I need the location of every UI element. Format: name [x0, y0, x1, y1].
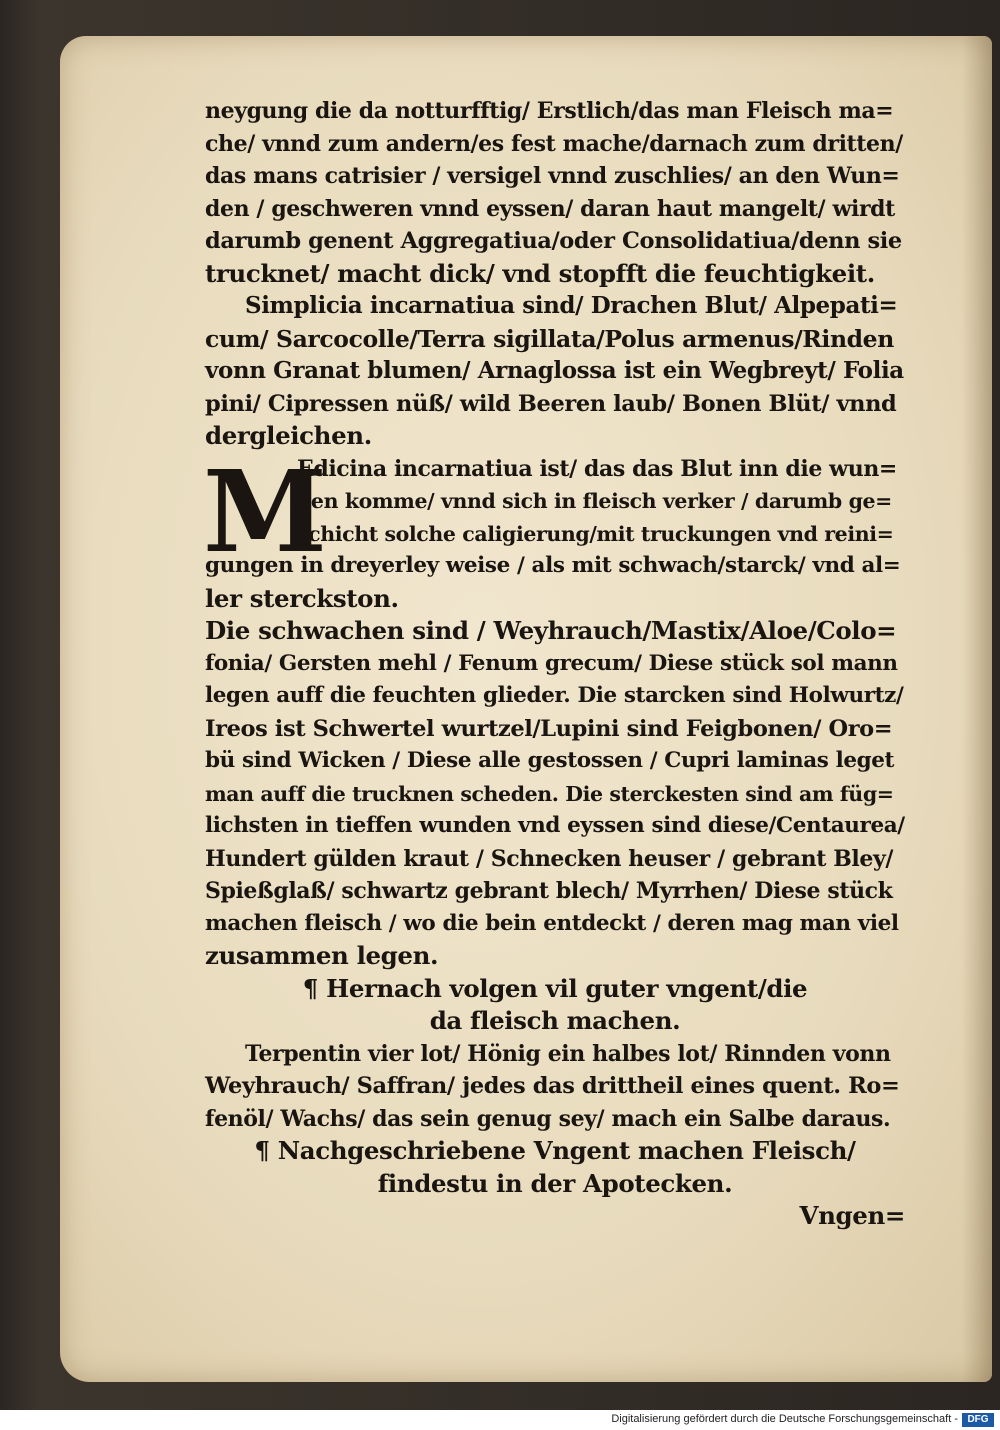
text-line: das mans catrisier / versigel vnnd zuschlies/ an den Wun=	[205, 163, 900, 189]
schwachen-line: fonia/ Gersten mehl / Fenum grecum/ Diese stück sol mann	[205, 650, 898, 676]
schwachen-line: Spießglaß/ schwartz gebrant blech/ Myrrhen/ Diese stück	[205, 878, 893, 904]
text-line: darumb genent Aggregatiua/oder Consolidatiua/denn sie	[205, 228, 902, 254]
medicina-line: ler sterckston.	[205, 583, 399, 613]
page-edge-shadow	[962, 36, 992, 1382]
recipe-heading: ¶ Hernach volgen vil guter vngent/die	[302, 973, 808, 1003]
dfg-logo: DFG	[962, 1413, 994, 1427]
medicina-line: gungen in dreyerley weise / als mit schwach/starck/ vnd al=	[205, 553, 901, 578]
section-heading: findestu in der Apotecken.	[377, 1168, 733, 1198]
text-line: che/ vnnd zum andern/es fest mache/darnach zum dritten/	[205, 130, 903, 157]
text-line: trucknet/ macht dick/ vnd stopfft die feuchtigkeit.	[205, 258, 875, 288]
schwachen-line: Hundert gülden kraut / Schnecken heuser / gebrant Bley/	[205, 845, 894, 872]
medicina-paragraph	[203, 446, 905, 616]
schwachen-line: Ireos ist Schwertel wurtzel/Lupini sind Feigbonen/ Oro=	[205, 715, 893, 742]
simplicia-line: pini/ Cipressen nüß/ wild Beeren laub/ Bonen Blüt/ vnnd	[205, 390, 897, 417]
catchword: Vngen=	[799, 1201, 905, 1230]
section-heading: ¶ Nachgeschriebene Vngent machen Fleisch/	[254, 1136, 856, 1165]
schwachen-line: Die schwachen sind / Weyhrauch/Mastix/Aloe/Colo=	[205, 616, 897, 645]
footer-credit: Digitalisierung gefördert durch die Deutsche Forschungsgemeinschaft -	[611, 1413, 958, 1425]
medicina-line: Edicina incarnatiua ist/ das das Blut inn die wun=	[297, 455, 897, 482]
medicina-line: schicht solche caligierung/mit truckungen vnd reini=	[297, 521, 894, 546]
footer-bar	[0, 1410, 1000, 1430]
terpentin-line: Weyhrauch/ Saffran/ jedes das drittheil eines quent. Ro=	[205, 1073, 900, 1099]
medicina-line: den komme/ vnnd sich in fleisch verker / darumb ge=	[297, 489, 892, 513]
simplicia-line: Simplicia incarnatiua sind/ Drachen Blut/ Alpepati=	[245, 292, 898, 319]
simplicia-line: dergleichen.	[205, 421, 372, 450]
drop-cap-initial: M	[203, 446, 327, 578]
schwachen-line: man auff die trucknen scheden. Die sterckesten sind am füg=	[205, 781, 894, 806]
schwachen-line: zusammen legen.	[205, 941, 439, 970]
recipe-heading: da fleisch machen.	[429, 1006, 681, 1035]
text-line: neygung die da notturfftig/ Erstlich/das man Fleisch ma=	[205, 98, 894, 124]
text-line: den / geschweren vnnd eyssen/ daran haut mangelt/ wirdt	[205, 195, 895, 222]
page-text	[205, 95, 905, 1233]
terpentin-line: fenöl/ Wachs/ das sein genug sey/ mach ein Salbe daraus.	[205, 1105, 891, 1132]
terpentin-line: Terpentin vier lot/ Hönig ein halbes lot/ Rinnden vonn	[245, 1040, 891, 1067]
simplicia-line: cum/ Sarcocolle/Terra sigillata/Polus armenus/Rinden	[205, 324, 894, 353]
schwachen-line: machen fleisch / wo die bein entdeckt / deren mag man viel	[205, 910, 899, 936]
simplicia-line: vonn Granat blumen/ Arnaglossa ist ein Wegbreyt/ Folia	[205, 357, 904, 384]
schwachen-line: lichsten in tieffen wunden vnd eyssen sind diese/Centaurea/	[205, 813, 905, 838]
schwachen-line: legen auff die feuchten glieder. Die starcken sind Holwurtz/	[205, 683, 904, 708]
schwachen-line: bü sind Wicken / Diese alle gestossen / Cupri laminas leget	[205, 748, 895, 773]
